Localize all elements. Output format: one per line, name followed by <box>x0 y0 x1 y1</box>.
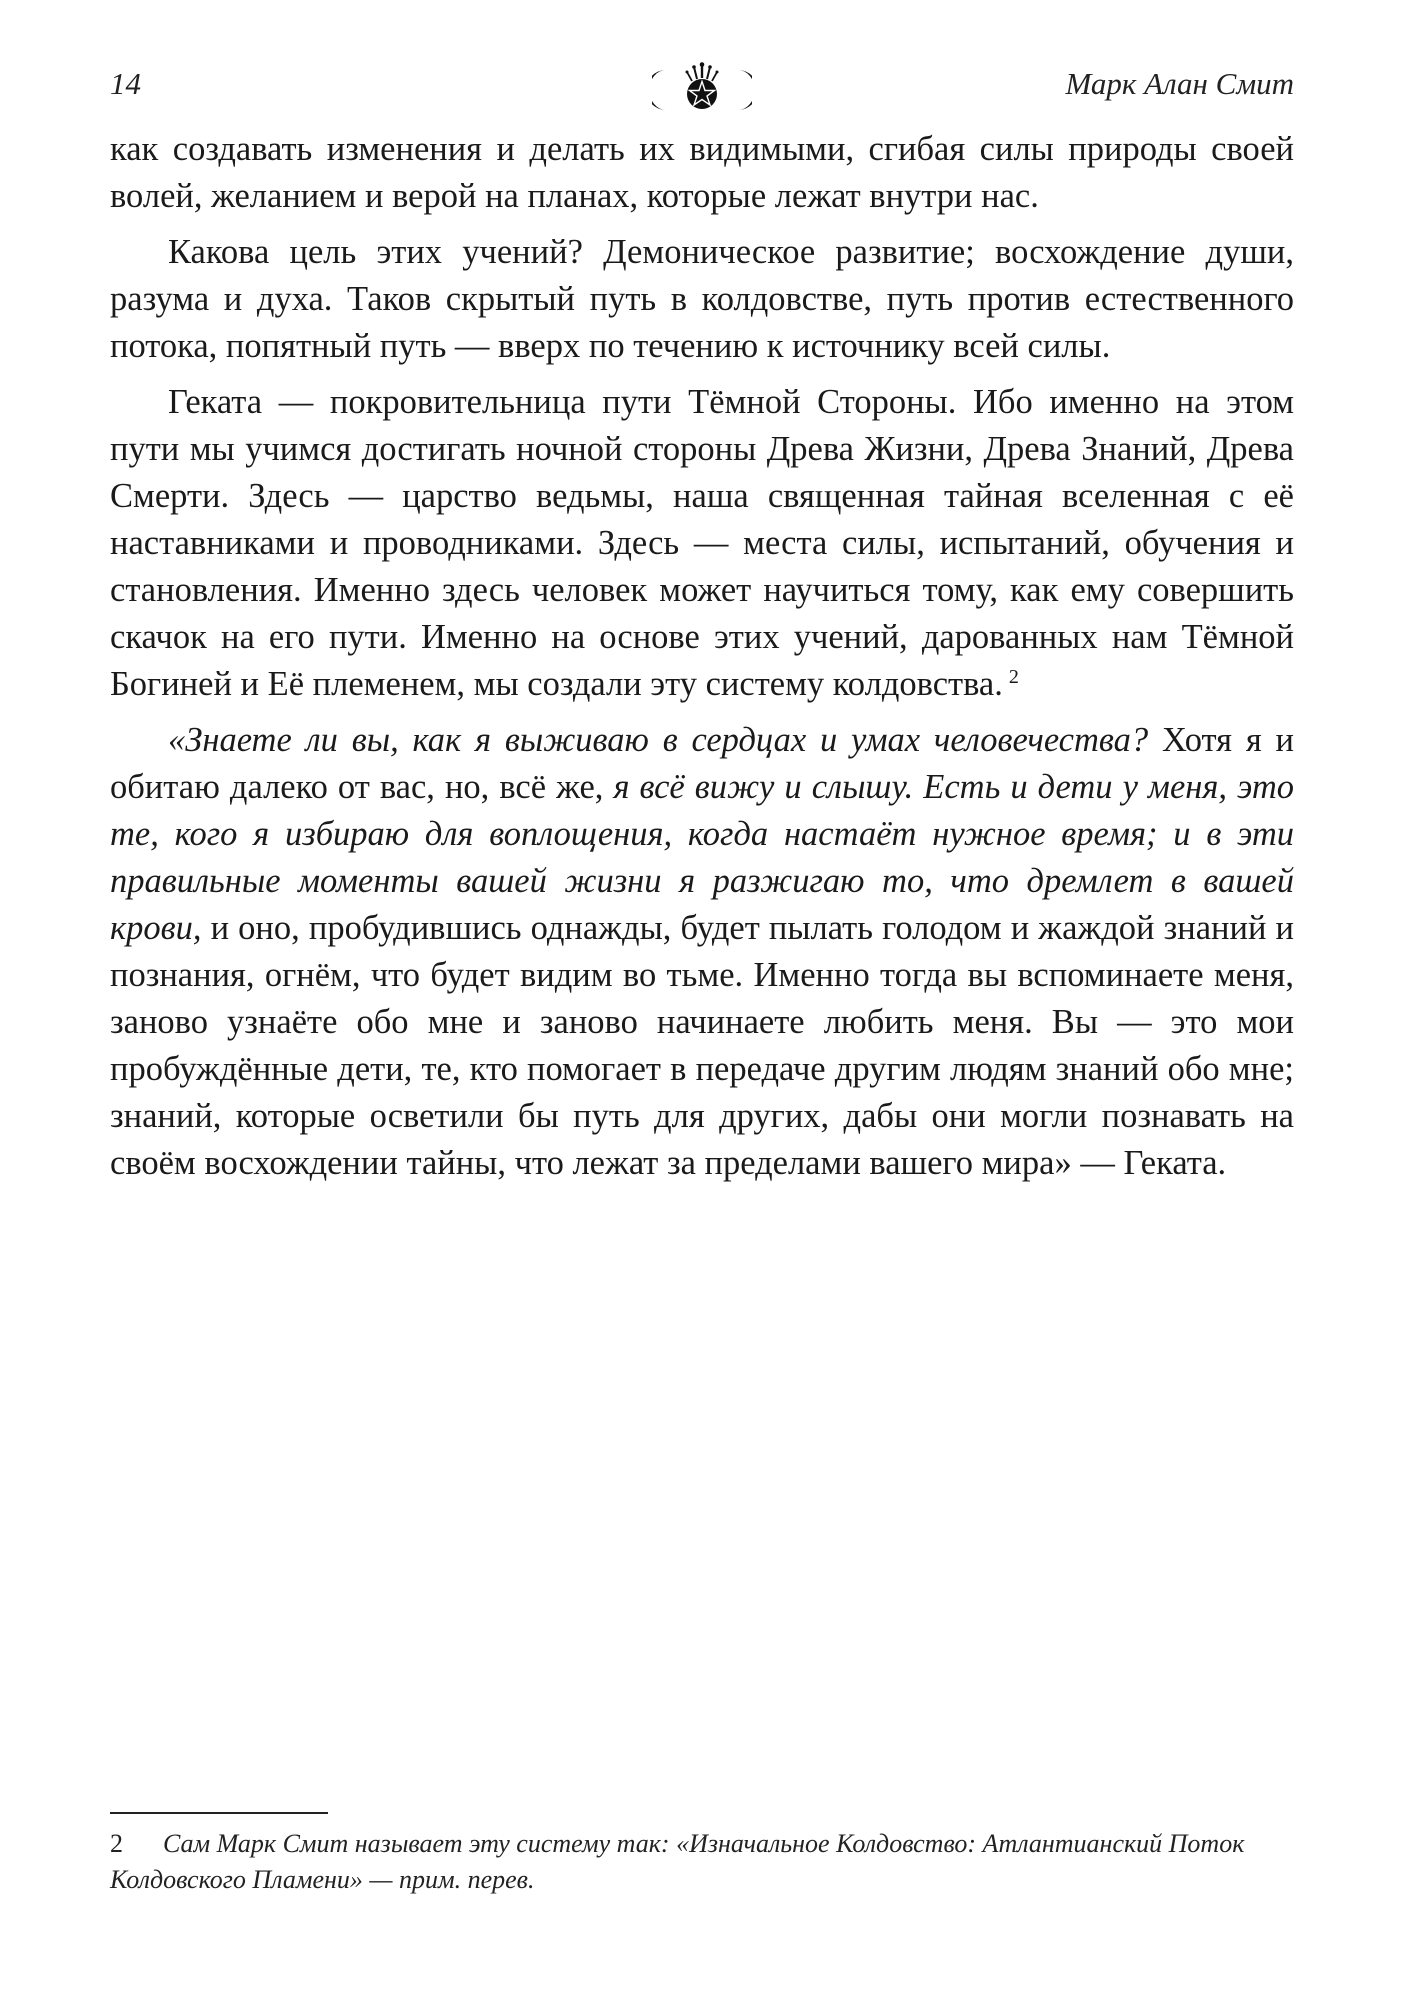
paragraph-3-text: Геката — покровительница пути Тёмной Стороны. Ибо именно на этом пути мы учимся достигать ночной стороны Древа Жизни, Древа Знаний, Древа Смерти. Здесь — царство ведьмы, наша священная тайная вселенная с её наставниками и проводниками. Здесь — места силы, испытаний, обучения и становления. Именно здесь человек может научиться тому, как ему совершить скачок на его пути. Именно на основе этих учений, дарованных нам Тёмной Богиней и Её племенем, мы создали эту систему колдовства. <box>110 383 1294 703</box>
footnote-reference[interactable]: 2 <box>1008 665 1019 688</box>
main-text <box>110 126 1294 1196</box>
footnote-number: 2 <box>110 1829 123 1858</box>
footnote-divider <box>110 1812 328 1814</box>
page-header <box>110 62 1294 112</box>
running-head-author: Марк Алан Смит <box>1065 66 1294 101</box>
triple-moon-pentagram-icon <box>652 62 752 114</box>
footnote-text: Сам Марк Смит называет эту систему так: «Изначальное Колдовство: Атлантианский Поток Колдовского Пламени» — прим. перев. <box>110 1829 1245 1894</box>
paragraph-2: Какова цель этих учений? Демоническое развитие; восхождение души, разума и духа. Таков скрытый путь в колдовстве, путь против естественного потока, попятный путь — вверх по течению к источнику всей силы. <box>110 233 1294 365</box>
footnote <box>110 1826 1294 1898</box>
paragraph-1: как создавать изменения и делать их видимыми, сгибая силы природы своей волей, желанием и верой на планах, которые лежат внутри нас. <box>110 130 1294 215</box>
quote-segment-2: Хотя я и обитаю далеко от вас, но, всё же, <box>110 721 1294 806</box>
quote-segment-4: и оно, пробудившись однажды, будет пылать голодом и жаждой знаний и познания, огнём, что будет видим во тьме. Именно тогда вы вспоминаете меня, заново узнаёте обо мне и заново начинаете любить меня. Вы — это мои пробуждённые дети, те, кто помогает в передаче другим людям знаний обо мне; знаний, которые осветили бы путь для других, дабы они могли познавать на своём восхождении тайны, что лежат за пределами вашего мира» — Геката. <box>110 909 1294 1182</box>
quote-segment-1: «Знаете ли вы, как я выживаю в сердцах и умах человечества? <box>168 721 1149 759</box>
page-number: 14 <box>110 66 141 101</box>
paragraph-3 <box>110 379 1294 708</box>
quote-segment-3: я всё вижу и слышу. Есть и дети у меня, это те, кого я избираю для воплощения, когда настаёт нужное время; и в эти правильные моменты вашей жизни я разжигаю то, что дремлет в вашей крови, <box>110 768 1294 947</box>
paragraph-4-quote <box>110 717 1294 1187</box>
